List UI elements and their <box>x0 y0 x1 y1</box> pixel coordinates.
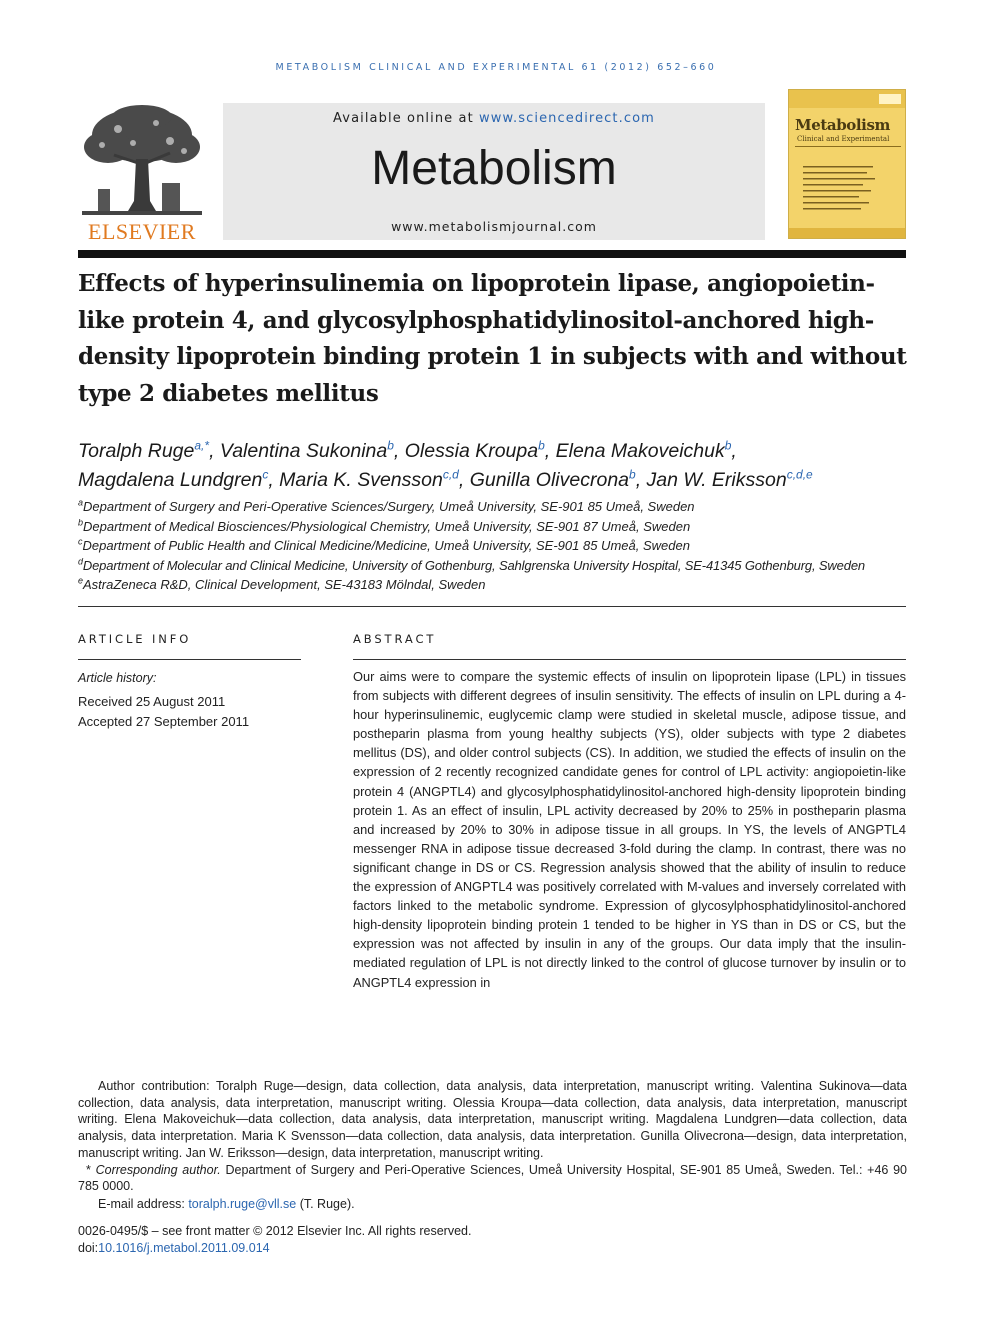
abstract-rule <box>353 659 906 660</box>
affiliation-item <box>78 556 910 576</box>
affiliation-text: Department of Molecular and Clinical Medicine, University of Gothenburg, Sahlgrenska University Hospital, SE-41345 Gothenburg, Sweden <box>82 557 865 573</box>
author-name: Magdalena Lundgren <box>78 468 263 491</box>
author-affiliation-mark[interactable]: c <box>262 467 269 481</box>
abstract-heading: ABSTRACT <box>353 632 437 646</box>
affiliation-key: b <box>78 517 84 528</box>
affiliation-key: e <box>78 575 84 586</box>
author-affiliation-mark[interactable]: b <box>538 438 545 453</box>
article-title: Effects of hyperinsulinemia on lipoprotein lipase, angiopoietin-like protein 4, and glycosylphosphatidylinositol-anchored high-density lipoprotein binding protein 1 in subjects with and without type 2 diabetes mellitus <box>78 270 907 407</box>
affiliation-key: a <box>78 497 84 508</box>
front-matter <box>78 1223 678 1256</box>
affiliation-list <box>78 497 910 595</box>
history-label: Article history: <box>78 671 157 685</box>
author-affiliation-mark[interactable]: b <box>724 438 732 453</box>
author-affiliation-mark[interactable]: b <box>387 438 394 453</box>
corresponding-label: Corresponding author. <box>95 1162 221 1177</box>
author-name: Maria K. Svensson <box>279 468 443 491</box>
email-label: E-mail address: <box>98 1196 185 1211</box>
author-name: Gunilla Olivecrona <box>469 468 630 491</box>
article-info-rule <box>78 659 301 660</box>
email-suffix: (T. Ruge). <box>299 1196 355 1211</box>
issn-line: 0026-0495/$ – see front matter © 2012 Elsevier Inc. All rights reserved. <box>78 1224 472 1238</box>
doi-line <box>78 1240 678 1257</box>
affiliation-item <box>78 536 910 556</box>
cover-decoration-icon <box>789 90 906 239</box>
article-info-heading: ARTICLE INFO <box>78 632 192 646</box>
abstract-text: Our aims were to compare the systemic effects of insulin on lipoprotein lipase (LPL) in tissues from subjects with different degrees of insulin sensitivity. The effects of insulin on LPL during a 4-hour hyperinsulinemic, euglycemic clamp were studied in skeletal muscle, adipose tissue, and postheparin plasma from young healthy subjects (YS), older subjects with type 2 diabetes mellitus (DS), and older control subjects (CS). In addition, we studied the effects of insulin on the expression of 2 recently recognized candidate genes for control of LPL activity: angiopoietin-like protein 4 (ANGPTL4) and glycosylphosphatidylinositol-anchored high-density lipoprotein binding protein 1. As an effect of insulin, LPL activity decreased by 20% to 25% in postheparin plasma and increased by 20% to 30% in adipose tissue in all groups. In YS, the levels of ANGPTL4 messenger RNA in adipose tissue decreased 3-fold during the clamp. In contrast, there was no significant change in DS or CS. Regression analysis showed that the ability of insulin to reduce the expression of ANGPTL4 was positively correlated with M-values and inversely correlated with factors linked to the metabolic syndrome. Expression of glycosylphosphatidylinositol-anchored high-density lipoprotein binding protein 1 tended to be higher in YS than in DS or CS, but the expression was not affected by insulin in any of the groups. Our data imply that the insulin-mediated regulation of LPL is not directly linked to the control of glucose turnover by insulin or to ANGPTL4 expression in <box>353 669 906 990</box>
author-name: Elena Makoveichuk <box>555 440 725 462</box>
accepted-date: Accepted 27 September 2011 <box>78 714 250 729</box>
doi-prefix: doi: <box>78 1240 99 1255</box>
author-list: Toralph Ruge$^{a,*}$, Valentina Sukonina$^b$, Olessia Kroupa$^b$, Elena Makoveichuk$^b$, Magdalena Lundgren$^c$, Maria K. Svensson$^{c,d}$, Gunilla Olivecrona$^b$, Jan W. Eriksson$^{c,d,e}$ <box>78 438 813 491</box>
cover-title: Metabolism <box>795 116 891 134</box>
author-contribution-note: Author contribution: Toralph Ruge—design, data collection, data analysis, data interpretation, manuscript writing. Valentina Sukinova—data collection, data analysis, data interpretation, manuscript writing. Olessia Kroupa—data collection, data analysis, data interpretation, manuscript writing. Elena Makoveichuk—data collection, data analysis, data interpretation, manuscript writing. Magdalena Lundgren—data collection, data analysis, data interpretation. Maria K Svensson—data collection, data analysis, data interpretation. Gunilla Olivecrona—design, data interpretation, manuscript writing. Jan W. Eriksson—design, data interpretation, manuscript writing. <box>78 1079 907 1160</box>
author-name: Olessia Kroupa <box>404 440 539 462</box>
affiliation-item <box>78 497 910 517</box>
author-name: Toralph Ruge <box>78 440 195 462</box>
affiliation-text: Department of Public Health and Clinical Medicine/Medicine, Umeå University, SE-901 85 Umeå, Sweden <box>82 538 690 553</box>
author-affiliation-mark[interactable]: c,d <box>442 467 459 481</box>
email-note <box>78 1196 907 1213</box>
affiliation-text: Department of Surgery and Peri-Operative Sciences/Surgery, Umeå University, SE-901 85 Umeå, Sweden <box>83 499 695 514</box>
journal-cover <box>788 89 906 239</box>
elsevier-tree-icon <box>78 103 206 243</box>
available-prefix: Available online at <box>333 111 474 126</box>
author-affiliation-mark[interactable]: b <box>629 467 636 481</box>
corresponding-text: Department of Surgery and Peri-Operative Sciences, Umeå University Hospital, SE-901 85 Umeå, Sweden. Tel.: +46 90 785 0000. <box>78 1162 907 1194</box>
journal-name: Metabolism <box>371 142 617 195</box>
affiliation-item <box>78 575 910 595</box>
author-name: Valentina Sukonina <box>219 440 388 462</box>
received-date: Received 25 August 2011 <box>78 694 226 709</box>
article-history <box>78 668 302 732</box>
elsevier-logo <box>78 103 206 243</box>
cover-subtitle: Clinical and Experimental <box>797 135 890 143</box>
affiliation-item <box>78 517 910 537</box>
author-name: Jan W. Eriksson <box>646 468 787 491</box>
affiliation-text: AstraZeneca R&D, Clinical Development, SE-43183 Mölndal, Sweden <box>83 577 486 592</box>
publisher-name: ELSEVIER <box>88 219 196 243</box>
footnotes <box>78 1078 907 1213</box>
sciencedirect-link[interactable]: www.sciencedirect.com <box>479 111 655 126</box>
journal-url[interactable]: www.metabolismjournal.com <box>391 219 597 234</box>
header-rule <box>78 250 906 258</box>
affiliation-key: c <box>78 536 83 547</box>
doi-link[interactable]: 10.1016/j.metabol.2011.09.014 <box>98 1240 270 1255</box>
available-online-line <box>223 111 765 126</box>
author-affiliation-mark[interactable]: c,d,e <box>786 467 813 481</box>
running-head: METABOLISM CLINICAL AND EXPERIMENTAL 61 (2012) 652–660 <box>275 62 717 73</box>
email-link[interactable]: toralph.ruge@vll.se <box>188 1196 297 1211</box>
author-affiliation-mark[interactable]: a,* <box>194 438 210 453</box>
affiliation-key: d <box>78 556 83 567</box>
corresponding-author-note <box>78 1162 907 1195</box>
affiliation-text: Department of Medical Biosciences/Physiological Chemistry, Umeå University, SE-901 87 Umeå, Sweden <box>83 518 691 534</box>
corresponding-mark: * <box>86 1162 91 1177</box>
journal-banner <box>223 103 765 240</box>
section-divider <box>78 606 906 607</box>
